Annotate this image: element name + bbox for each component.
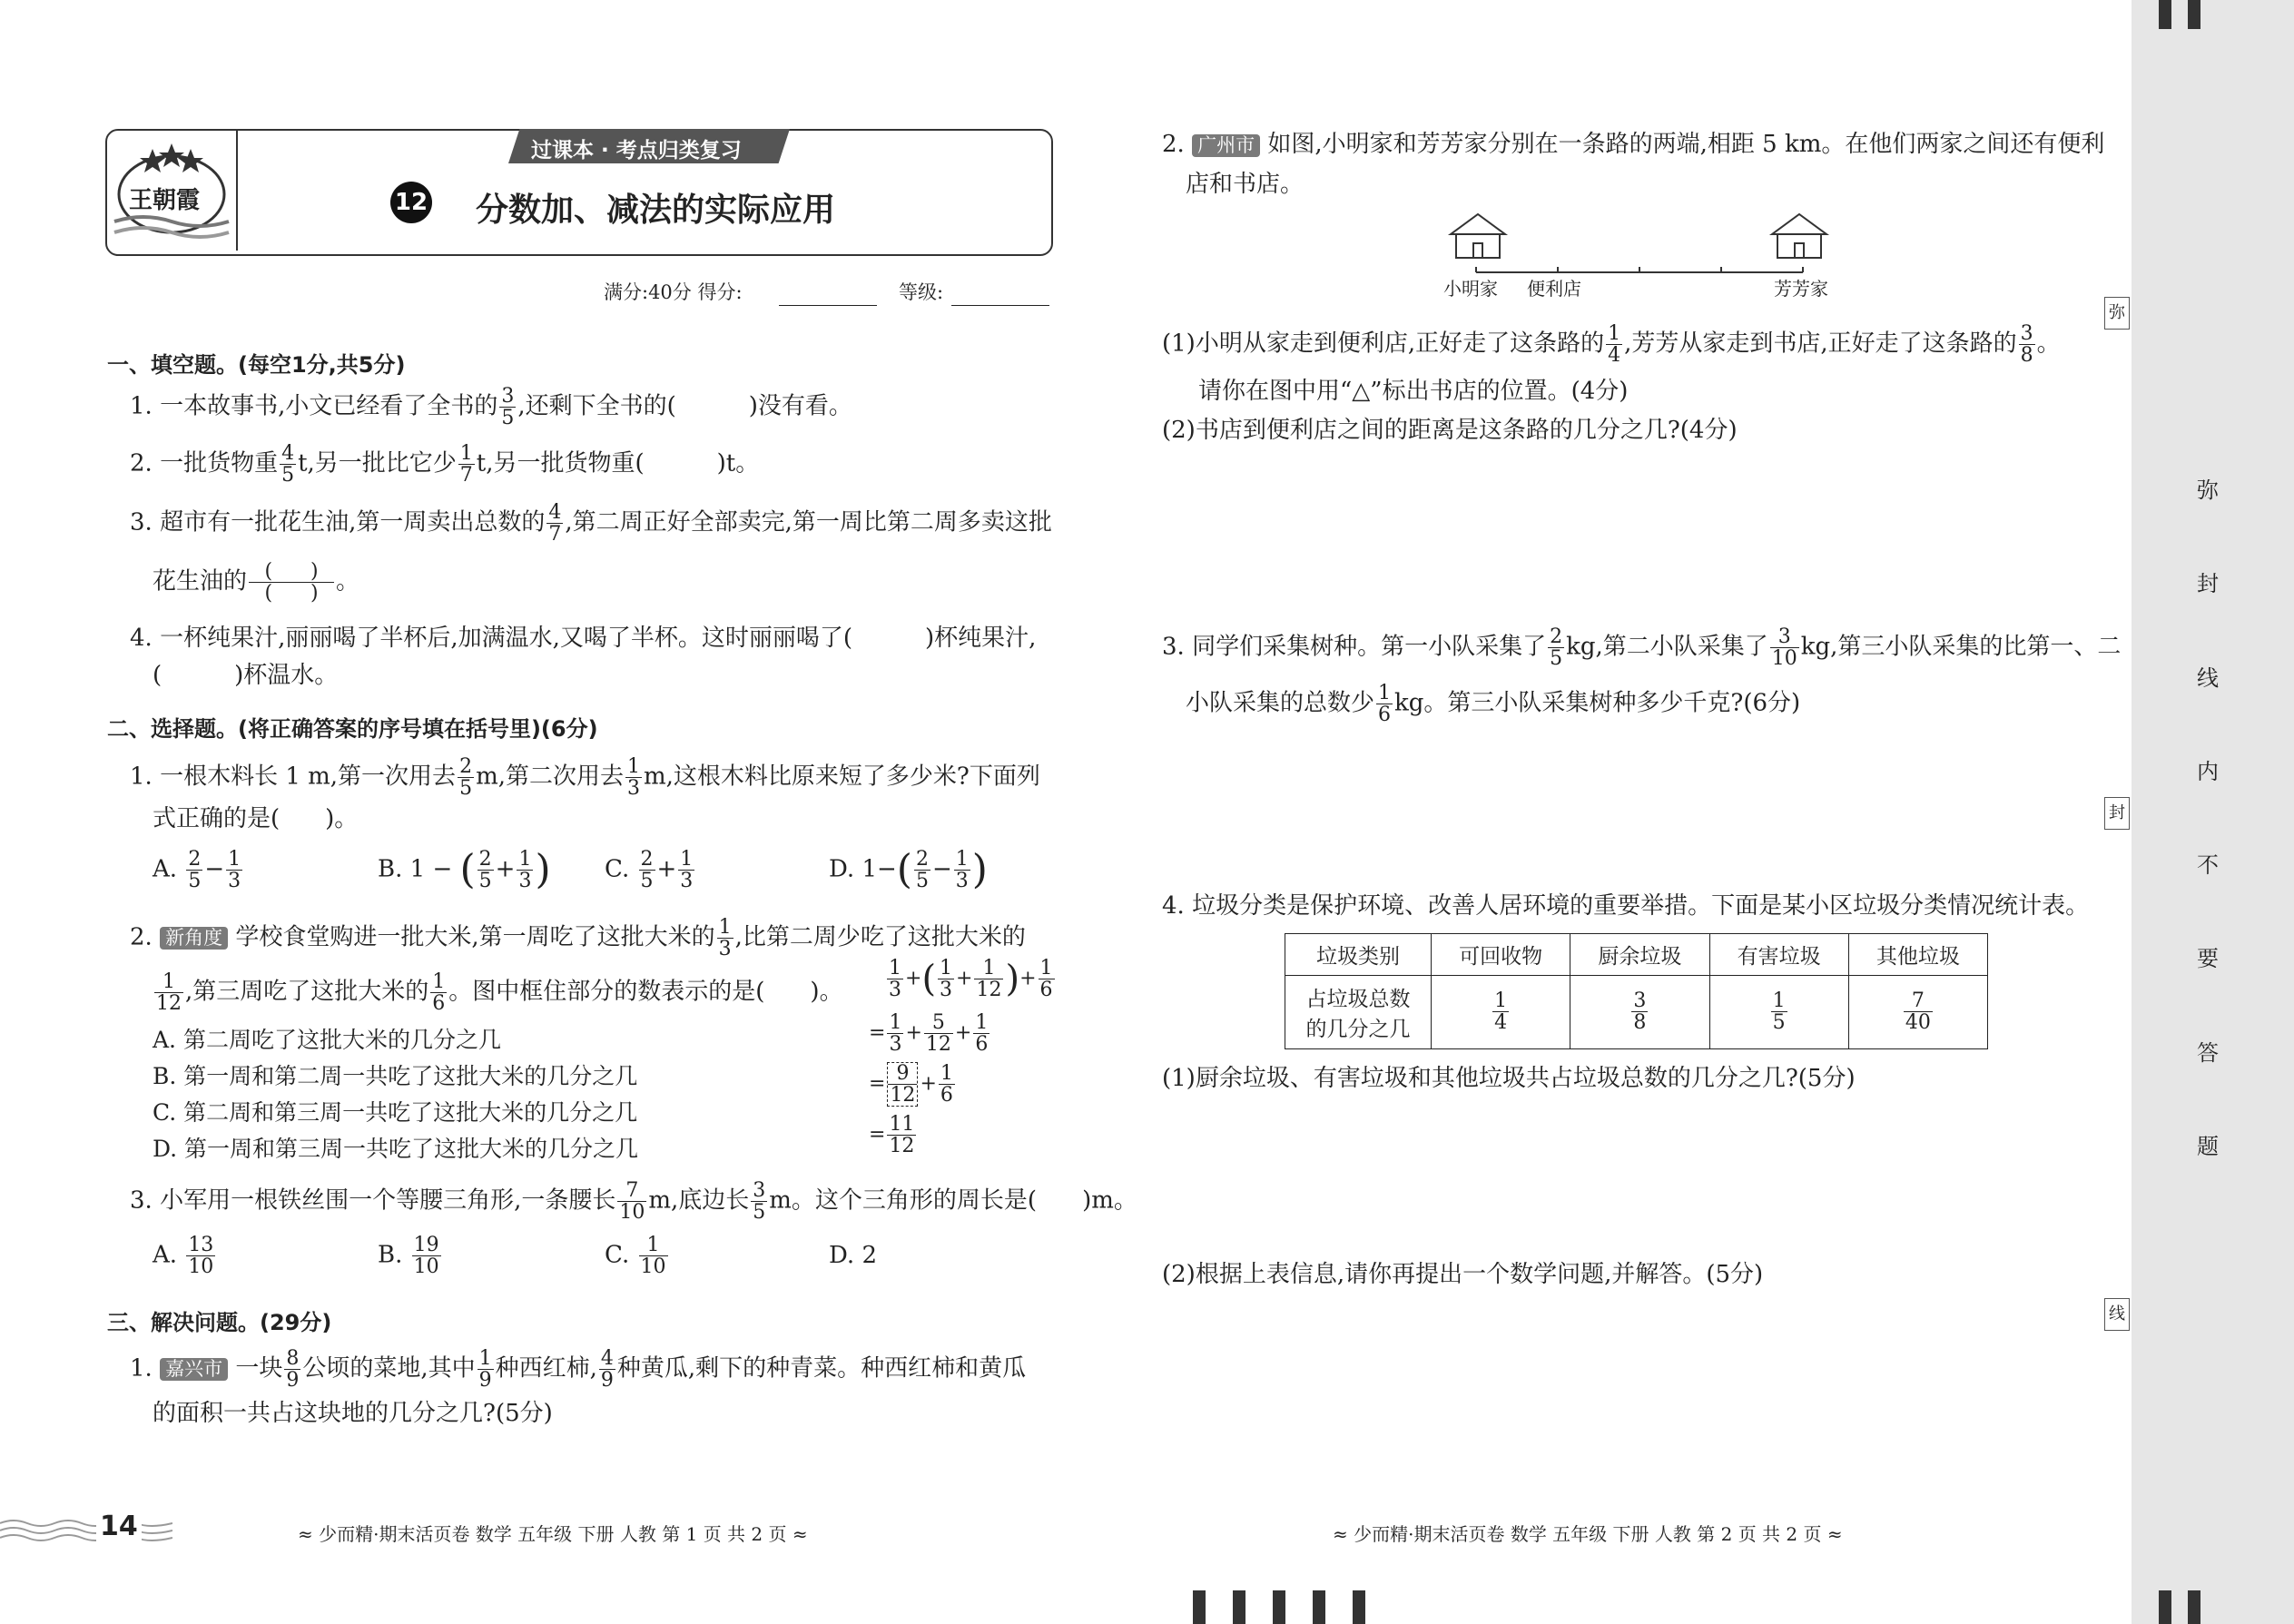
table-row: [1285, 934, 1988, 976]
question-cont: ( )杯温水。: [153, 662, 339, 689]
table-row: [1285, 975, 1988, 1048]
answer-area[interactable]: [1162, 1103, 2088, 1248]
question: 1. 一根木料长 1 m,第一次用去 $\frac{2}{5}$ m,第二次用去 $\frac{1}{3}$ m,这根木料比原来短了多少米?下面列: [130, 755, 1040, 801]
seal-char: 弥: [2197, 477, 2219, 503]
map-label: 芳芳家: [1774, 278, 1828, 300]
question: (1)厨余垃圾、有害垃圾和其他垃圾共占垃圾总数的几分之几?(5分): [1162, 1065, 1856, 1092]
answer-fraction-blank[interactable]: $\frac{( )}{( )}$: [249, 561, 334, 604]
question: 3. 超市有一批花生油,第一周卖出总数的 $\frac{4}{7}$ ,第二周正好全部卖完,第一周比第二周多卖这批: [130, 501, 1052, 546]
question-cont: 小队采集的总数少 $\frac{1}{6}$ kg。第三小队采集树种多少千克?(6分): [1186, 682, 1801, 727]
option-b: B. 第一周和第二周一共吃了这批大米的几分之几: [153, 1063, 638, 1089]
fraction: $\frac{1}{7}$: [459, 442, 473, 487]
fraction: $\frac{2}{5}$: [459, 755, 473, 801]
fraction: $\frac{4}{5}$: [281, 442, 295, 487]
question-cont: 的面积一共占这块地的几分之几?(5分): [153, 1400, 553, 1427]
footer-text: ≈ 少而精·期末活页卷 数学 五年级 下册 人教 第 2 页 共 2 页 ≈: [1333, 1523, 1843, 1545]
table-header: 可回收物: [1432, 934, 1570, 976]
question: 1. 嘉兴市 一块 $\frac{8}{9}$ 公顷的菜地,其中 $\frac{1}{9}$ 种西红柿, $\frac{4}{9}$ 种黄瓜,剩下的种青菜。种西红柿和黄瓜: [130, 1347, 1027, 1393]
grade-label: 等级:: [899, 281, 944, 303]
table-cell: $\frac{1}{5}$: [1709, 975, 1848, 1048]
seal-char: 内: [2197, 759, 2219, 784]
house-icon: [1451, 214, 1505, 258]
question: (2)书店到便利店之间的距离是这条路的几分之几?(4分): [1162, 417, 1738, 444]
seal-box: 线: [2104, 1298, 2130, 1331]
question: 4. 垃圾分类是保护环境、改善人居环境的重要举措。下面是某小区垃圾分类情况统计表。: [1162, 892, 2090, 920]
option-c: C. $\frac{2}{5}$ + $\frac{1}{3}$: [605, 848, 694, 893]
table-cell: $\frac{7}{40}$: [1848, 975, 1987, 1048]
answer-area[interactable]: [1162, 454, 2088, 608]
answer-area[interactable]: [1162, 1298, 2088, 1498]
question-cont: 店和书店。: [1186, 171, 1305, 198]
score-blank[interactable]: [779, 305, 877, 306]
footer-text: ≈ 少而精·期末活页卷 数学 五年级 下册 人教 第 1 页 共 2 页 ≈: [298, 1523, 808, 1545]
table-header: 有害垃圾: [1709, 934, 1848, 976]
map-label: 便利店: [1527, 278, 1581, 300]
question: 2. 广州市 如图,小明家和芳芳家分别在一条路的两端,相距 5 km。在他们两家之间还有便利: [1162, 131, 2105, 158]
seal-box: 封: [2104, 797, 2130, 830]
option-d: D. 2: [829, 1242, 877, 1269]
question: 1. 一本故事书,小文已经看了全书的 $\frac{3}{5}$ ,还剩下全书的( )没有看。: [130, 385, 852, 430]
calc-line: = $\frac{11}{12}$: [869, 1113, 915, 1158]
grade-blank[interactable]: [951, 305, 1049, 306]
table-header: 厨余垃圾: [1570, 934, 1709, 976]
map-label: 小明家: [1443, 278, 1498, 300]
table-header: 其他垃圾: [1848, 934, 1987, 976]
lesson-number: 12: [390, 182, 432, 223]
binding-mark: [2188, 0, 2200, 29]
road-map: [1443, 207, 1843, 307]
question: (2)根据上表信息,请你再提出一个数学问题,并解答。(5分): [1162, 1261, 1764, 1288]
seal-char: 不: [2197, 852, 2219, 878]
question-cont: 花生油的 $\frac{( )}{( )}$ 。: [153, 560, 360, 605]
new-angle-tag: 新角度: [160, 927, 228, 950]
region-tag: 广州市: [1192, 134, 1260, 157]
score-line: 满分:40分 得分:: [604, 281, 743, 303]
question: 3. 同学们采集树种。第一小队采集了 $\frac{2}{5}$ kg,第二小队采集了 $\frac{3}{10}$ kg,第三小队采集的比第一、二: [1162, 625, 2122, 671]
section-title: 一、填空题。(每空1分,共5分): [107, 352, 406, 378]
region-tag: 嘉兴市: [160, 1358, 228, 1381]
question-cont: $\frac{1}{12}$ ,第三周吃了这批大米的 $\frac{1}{6}$ 。图中框住部分的数表示的是( )。: [156, 970, 843, 1016]
seal-char: 线: [2197, 665, 2219, 691]
question-cont: 式正确的是( )。: [153, 805, 359, 832]
option-b: B. $\frac{19}{10}$: [378, 1234, 439, 1279]
option-c: C. 第二周和第三周一共吃了这批大米的几分之几: [153, 1099, 638, 1126]
binding-mark: [1353, 1590, 1365, 1624]
garbage-table: [1285, 933, 1988, 1049]
banner-text: 过课本 · 考点归类复习: [531, 139, 742, 162]
table-header: 垃圾类别: [1285, 934, 1432, 976]
fraction: $\frac{1}{3}$: [626, 755, 640, 801]
question: 2. 一批货物重 $\frac{4}{5}$ t,另一批比它少 $\frac{1}{7}$ t,另一批货物重( )t。: [130, 442, 760, 487]
question: 3. 小军用一根铁丝围一个等腰三角形,一条腰长 $\frac{7}{10}$ m,底边长 $\frac{3}{5}$ m。这个三角形的周长是( )m。: [130, 1179, 1137, 1225]
option-d: D. 1−( $\frac{2}{5}$ − $\frac{1}{3}$ ): [829, 846, 988, 893]
seal-char: 答: [2197, 1040, 2219, 1066]
binding-mark: [2159, 1590, 2171, 1624]
fraction: $\frac{3}{5}$: [501, 385, 515, 430]
fraction: $\frac{4}{7}$: [548, 501, 562, 546]
binding-mark: [1273, 1590, 1285, 1624]
option-d: D. 第一周和第三周一共吃了这批大米的几分之几: [153, 1136, 639, 1162]
section-title: 二、选择题。(将正确答案的序号填在括号里)(6分): [107, 716, 598, 742]
boxed-fraction: $\frac{9}{12}$: [887, 1062, 918, 1107]
question: 2. 新角度 学校食堂购进一批大米,第一周吃了这批大米的 $\frac{1}{3}$ ,比第二周少吃了这批大米的: [130, 916, 1026, 961]
table-cell: $\frac{3}{8}$: [1570, 975, 1709, 1048]
option-a: A. $\frac{2}{5}$ − $\frac{1}{3}$: [153, 848, 241, 893]
seal-char: 要: [2197, 946, 2219, 971]
binding-sidebar: [2132, 0, 2294, 1624]
binding-mark: [1313, 1590, 1325, 1624]
footer-wave: [0, 1514, 172, 1550]
seal-box: 弥: [2104, 297, 2130, 330]
option-c: C. $\frac{1}{10}$: [605, 1234, 666, 1279]
logo: [107, 131, 238, 251]
page-title: 分数加、减法的实际应用: [476, 192, 836, 229]
question: 4. 一杯纯果汁,丽丽喝了半杯后,加满温水,又喝了半杯。这时丽丽喝了( )杯纯果汁,: [130, 625, 1037, 652]
answer-area[interactable]: [1162, 726, 2088, 881]
option-b: B. 1 − ( $\frac{2}{5}$ + $\frac{1}{3}$ ): [378, 846, 551, 893]
table-cell: $\frac{1}{4}$: [1432, 975, 1570, 1048]
house-icon: [1772, 214, 1826, 258]
option-a: A. $\frac{13}{10}$: [153, 1234, 214, 1279]
calc-line: = $\frac{9}{12}$ + $\frac{1}{6}$: [869, 1062, 953, 1107]
binding-mark: [2188, 1590, 2200, 1624]
seal-char: 题: [2197, 1134, 2219, 1159]
question: (1)小明从家走到便利店,正好走了这条路的 $\frac{1}{4}$ ,芳芳从家走到书店,正好走了这条路的 $\frac{3}{8}$ 。: [1162, 322, 2061, 368]
seal-char: 封: [2197, 571, 2219, 596]
section-title: 三、解决问题。(29分): [107, 1310, 332, 1335]
calc-line: $\frac{1}{3}$ +( $\frac{1}{3}$ + $\frac{1}{12}$ )+ $\frac{1}{6}$: [889, 957, 1053, 1002]
page-number: 14: [96, 1511, 142, 1542]
table-cell: 占垃圾总数 的几分之几: [1285, 975, 1432, 1048]
question-cont: 请你在图中用“△”标出书店的位置。(4分): [1198, 378, 1629, 405]
option-a: A. 第二周吃了这批大米的几分之几: [153, 1027, 501, 1053]
binding-mark: [1193, 1590, 1206, 1624]
binding-mark: [2159, 0, 2171, 29]
calc-line: = $\frac{1}{3}$ + $\frac{5}{12}$ + $\frac{1}{6}$: [869, 1011, 989, 1057]
binding-mark: [1233, 1590, 1245, 1624]
logo-text: 王朝霞: [129, 187, 201, 214]
